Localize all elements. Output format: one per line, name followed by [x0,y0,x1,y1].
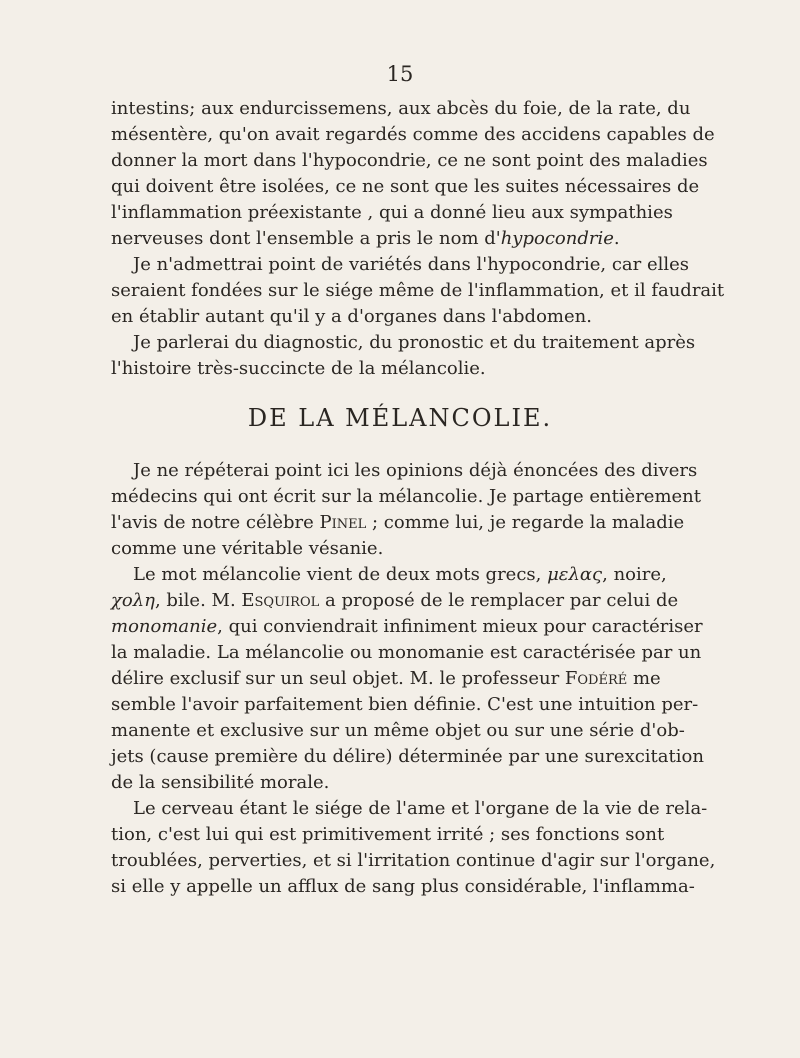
text-line: qui doivent être isolées, ce ne sont que les suites nécessaires de [111,176,700,197]
text-line: intestins; aux endurcissemens, aux abcès du foie, de la rate, du [111,98,691,119]
text-line: en établir autant qu'il y a d'organes dans l'abdomen. [111,306,592,327]
text-line: donner la mort dans l'hypocondrie, ce ne sont point des maladies [111,150,708,171]
text-line: l'avis de notre célèbre Pinel ; comme lui, je regarde la maladie [111,512,685,533]
text-line: Le cerveau étant le siége de l'ame et l'organe de la vie de rela- [133,798,708,819]
text-line: comme une véritable vésanie. [111,538,384,559]
text-line: seraient fondées sur le siége même de l'inflammation, et il faudrait [111,280,725,301]
text-line: de la sensibilité morale. [111,772,330,793]
text-line: Le mot mélancolie vient de deux mots grecs, μελας, noire, [133,564,667,585]
text-line: la maladie. La mélancolie ou monomanie est caractérisée par un [111,642,702,663]
text-line: jets (cause première du délire) déterminée par une surexcitation [111,746,704,767]
text-line: Je parlerai du diagnostic, du pronostic et du traitement après [133,332,696,353]
section-heading: DE LA MÉLANCOLIE. [247,404,553,432]
text-line: mésentère, qu'on avait regardés comme des accidens capables de [111,124,715,145]
text-line: troublées, perverties, et si l'irritation continue d'agir sur l'organe, [111,850,716,871]
text-line: tion, c'est lui qui est primitivement irrité ; ses fonctions sont [111,824,665,845]
text-line: Je ne répéterai point ici les opinions déjà énoncées des divers [133,460,698,481]
text-line: l'histoire très-succincte de la mélancolie. [111,358,486,379]
text-line: Je n'admettrai point de variétés dans l'hypocondrie, car elles [133,254,690,275]
text-line: monomanie, qui conviendrait infiniment mieux pour caractériser [111,616,703,637]
text-line: χολη, bile. M. Esquirol a proposé de le remplacer par celui de [111,590,679,611]
text-line: si elle y appelle un afflux de sang plus considérable, l'inflamma- [111,876,695,897]
page-number: 15 [386,62,414,86]
text-line: délire exclusif sur un seul objet. M. le professeur Fodéré me [111,668,661,689]
text-line: l'inflammation préexistante , qui a donné lieu aux sympathies [111,202,673,223]
text-line: semble l'avoir parfaitement bien définie. C'est une intuition per- [111,694,699,715]
text-line: nerveuses dont l'ensemble a pris le nom d'hypocondrie. [111,228,620,249]
text-line: manente et exclusive sur un même objet ou sur une série d'ob- [111,720,685,741]
text-line: médecins qui ont écrit sur la mélancolie. Je partage entièrement [111,486,702,507]
